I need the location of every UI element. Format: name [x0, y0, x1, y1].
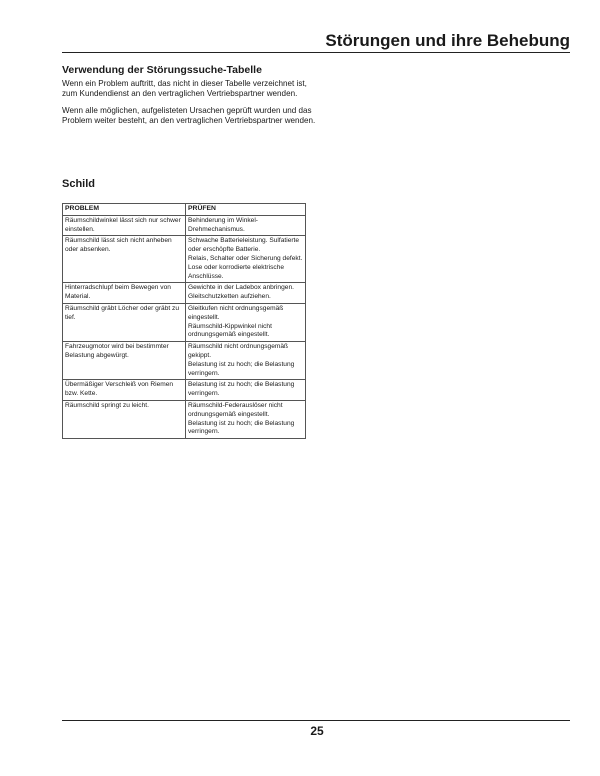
check-cell: [186, 283, 306, 304]
section-heading-schild: Schild: [62, 178, 96, 190]
table-row: [63, 236, 306, 283]
check-item: Belastung ist zu hoch; die Belastung verringern.: [188, 419, 295, 436]
table-row: [63, 303, 306, 341]
table-row: [63, 342, 306, 380]
problem-cell: Räumschild gräbt Löcher oder gräbt zu tief.: [63, 303, 186, 341]
table-row: [63, 400, 306, 438]
check-item: Schwache Batterieleistung. Sulfatierte oder erschöpfte Batterie.: [188, 237, 300, 254]
intro-paragraph-1: Wenn ein Problem auftritt, das nicht in dieser Tabelle verzeichnet ist, zum Kundendienst an den vertraglichen Vertriebspartner wenden.: [62, 79, 307, 98]
intro-section: [62, 64, 322, 133]
problem-cell: Räumschildwinkel lässt sich nur schwer einstellen.: [63, 215, 186, 236]
check-cell: [186, 380, 306, 401]
check-item: Räumschild-Federauslöser nicht ordnungsgemäß eingestellt.: [188, 401, 283, 418]
troubleshooting-table: [62, 203, 306, 439]
check-cell: [186, 303, 306, 341]
table-header-row: [63, 204, 306, 216]
footer-divider: [62, 720, 570, 721]
title-divider: [62, 52, 570, 53]
check-cell: [186, 342, 306, 380]
page-title: Störungen und ihre Behebung: [325, 31, 570, 50]
check-cell: [186, 215, 306, 236]
problem-cell: Räumschild springt zu leicht.: [63, 400, 186, 438]
check-item: Gleitkufen nicht ordnungsgemäß eingestellt.: [188, 304, 284, 321]
intro-paragraph-2: Wenn alle möglichen, aufgelisteten Ursachen geprüft wurden und das Problem weiter besteht, an den vertraglichen Vertriebspartner wenden.: [62, 106, 316, 125]
check-item: Belastung ist zu hoch; die Belastung verringern.: [188, 360, 295, 377]
check-item: Relais, Schalter oder Sicherung defekt.: [188, 254, 303, 262]
check-item: Gleitschutzketten aufziehen.: [188, 293, 271, 301]
table-row: [63, 380, 306, 401]
check-item: Behinderung im Winkel-Drehmechanismus.: [188, 216, 258, 233]
table-row: [63, 283, 306, 304]
intro-heading: Verwendung der Störungssuche-Tabelle: [62, 64, 262, 76]
problem-cell: Räumschild lässt sich nicht anheben oder absenken.: [63, 236, 186, 283]
problem-cell: Hinterradschlupf beim Bewegen von Material.: [63, 283, 186, 304]
page-number: 25: [310, 724, 324, 738]
check-item: Räumschild-Kippwinkel nicht ordnungsgemäß eingestellt.: [188, 322, 272, 339]
column-header-check: PRÜFEN: [186, 204, 306, 216]
check-item: Lose oder korrodierte elektrische Anschlüsse.: [188, 263, 285, 280]
check-item: Räumschild nicht ordnungsgemäß gekippt.: [188, 343, 289, 359]
check-item: Belastung ist zu hoch; die Belastung verringern.: [188, 381, 295, 398]
check-item: Gewichte in der Ladebox anbringen.: [188, 284, 294, 292]
check-cell: [186, 236, 306, 283]
column-header-problem: PROBLEM: [63, 204, 186, 216]
check-cell: [186, 400, 306, 438]
problem-cell: Fahrzeugmotor wird bei bestimmter Belastung abgewürgt.: [63, 342, 186, 380]
table-row: [63, 215, 306, 236]
problem-cell: Übermäßiger Verschleiß von Riemen bzw. Kette.: [63, 380, 186, 401]
